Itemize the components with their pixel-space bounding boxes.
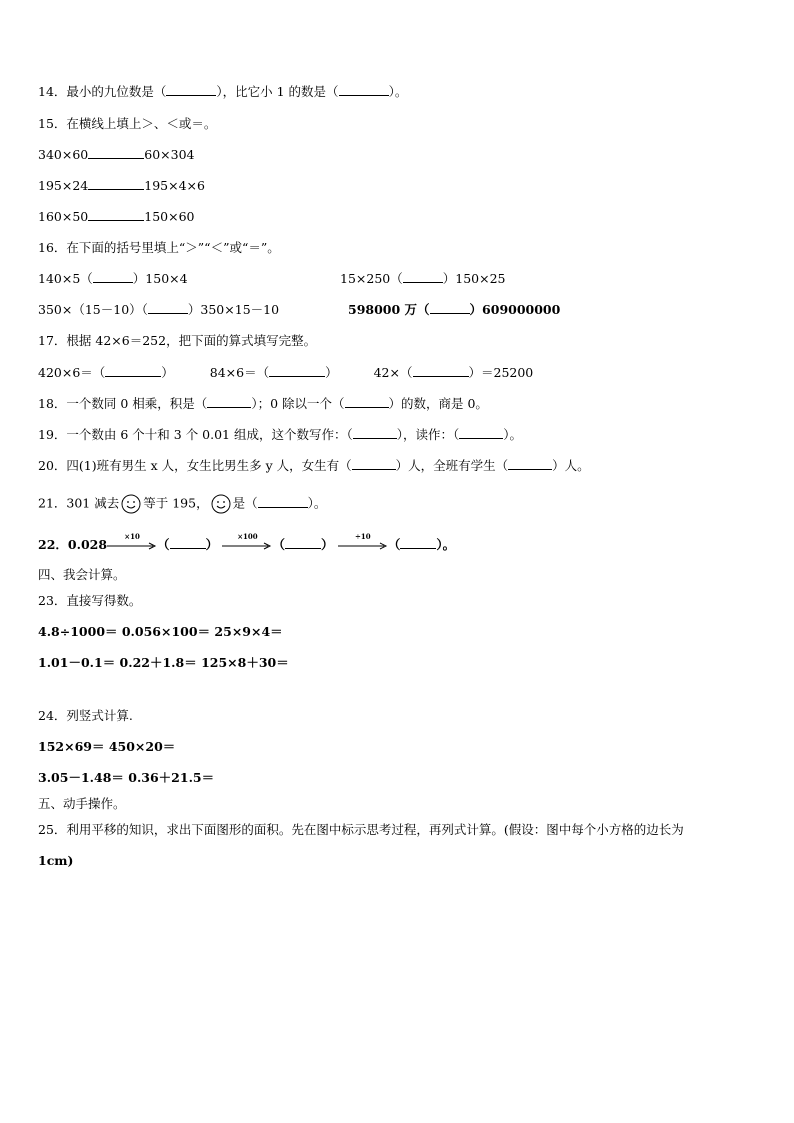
arrow-divide-10: ÷10 bbox=[338, 542, 388, 550]
question-19: 19．一个数由 6 个十和 3 个 0.01 组成，这个数写作：（ ），读作：（ ）。 bbox=[38, 427, 523, 442]
question-15-row-1: 340×60 60×304 bbox=[38, 147, 195, 162]
answer-blank[interactable] bbox=[430, 302, 470, 314]
question-15-title: 15．在横线上填上＞、＜或＝。 bbox=[38, 116, 217, 131]
question-18: 18．一个数同 0 相乘，积是（ ）；0 除以一个（ ）的数，商是 0。 bbox=[38, 396, 488, 411]
answer-blank[interactable] bbox=[413, 365, 469, 377]
arrow-times-100: ×100 bbox=[222, 542, 272, 550]
answer-blank[interactable] bbox=[403, 271, 443, 283]
question-16-left-1: 140×5（ ）150×4 bbox=[38, 271, 188, 286]
answer-blank[interactable] bbox=[339, 84, 389, 96]
question-23-row-2: 1.01－0.1＝ 0.22＋1.8＝ 125×8＋30＝ bbox=[38, 655, 289, 670]
answer-blank[interactable] bbox=[353, 427, 397, 439]
answer-blank[interactable] bbox=[345, 396, 389, 408]
question-22: 22．0.028 ×10 （ ） ×100 （ ） ÷10 （ ）。 bbox=[38, 531, 456, 552]
section-4-heading: 四、我会计算。 bbox=[38, 567, 126, 582]
question-21: 21．301 减去 等于 195， 是（ ）。 bbox=[38, 494, 326, 514]
question-16-right-2: 598000 万（ ）609000000 bbox=[348, 302, 561, 317]
question-16-title: 16．在下面的括号里填上“＞”“＜”或“＝”。 bbox=[38, 240, 280, 255]
question-23-row-1: 4.8÷1000＝ 0.056×100＝ 25×9×4＝ bbox=[38, 624, 283, 639]
arrow-times-10: ×10 bbox=[107, 542, 157, 550]
question-24-title: 24．列竖式计算. bbox=[38, 708, 133, 723]
question-25-line-2: 1cm) bbox=[38, 853, 74, 868]
answer-blank[interactable] bbox=[88, 147, 144, 159]
question-24-row-1: 152×69＝ 450×20＝ bbox=[38, 739, 176, 754]
question-17-title: 17．根据 42×6＝252，把下面的算式填写完整。 bbox=[38, 333, 317, 348]
answer-blank[interactable] bbox=[105, 365, 161, 377]
answer-blank[interactable] bbox=[88, 209, 144, 221]
smiley-face-icon bbox=[121, 494, 141, 514]
question-23-title: 23．直接写得数。 bbox=[38, 593, 142, 608]
answer-blank[interactable] bbox=[352, 458, 396, 470]
answer-blank[interactable] bbox=[88, 178, 144, 190]
answer-blank[interactable] bbox=[285, 537, 321, 549]
question-15-row-2: 195×24 195×4×6 bbox=[38, 178, 205, 193]
answer-blank[interactable] bbox=[508, 458, 552, 470]
answer-blank[interactable] bbox=[93, 271, 133, 283]
question-14: 14．最小的九位数是（ ），比它小 1 的数是（ ）。 bbox=[38, 84, 408, 99]
section-5-heading: 五、动手操作。 bbox=[38, 796, 126, 811]
question-17-row: 420×6＝（ ） 84×6＝（ ） 42×（ ）＝25200 bbox=[38, 365, 534, 380]
answer-blank[interactable] bbox=[459, 427, 503, 439]
answer-blank[interactable] bbox=[400, 537, 436, 549]
answer-blank[interactable] bbox=[269, 365, 325, 377]
question-15-row-3: 160×50 150×60 bbox=[38, 209, 195, 224]
question-25-line-1: 25．利用平移的知识，求出下面图形的面积。先在图中标示思考过程，再列式计算。(假设：图中每个小方格的边长为 bbox=[38, 822, 684, 837]
answer-blank[interactable] bbox=[148, 302, 188, 314]
question-20: 20．四(1)班有男生 x 人，女生比男生多 y 人，女生有（ ）人，全班有学生（ ）人。 bbox=[38, 458, 590, 473]
answer-blank[interactable] bbox=[166, 84, 216, 96]
smiley-face-icon bbox=[211, 494, 231, 514]
answer-blank[interactable] bbox=[258, 496, 308, 508]
question-24-row-2: 3.05－1.48＝ 0.36＋21.5＝ bbox=[38, 770, 215, 785]
question-16-left-2: 350×（15－10）（ ）350×15－10 bbox=[38, 302, 280, 317]
question-16-right-1: 15×250（ ）150×25 bbox=[340, 271, 506, 286]
answer-blank[interactable] bbox=[207, 396, 251, 408]
answer-blank[interactable] bbox=[170, 537, 206, 549]
